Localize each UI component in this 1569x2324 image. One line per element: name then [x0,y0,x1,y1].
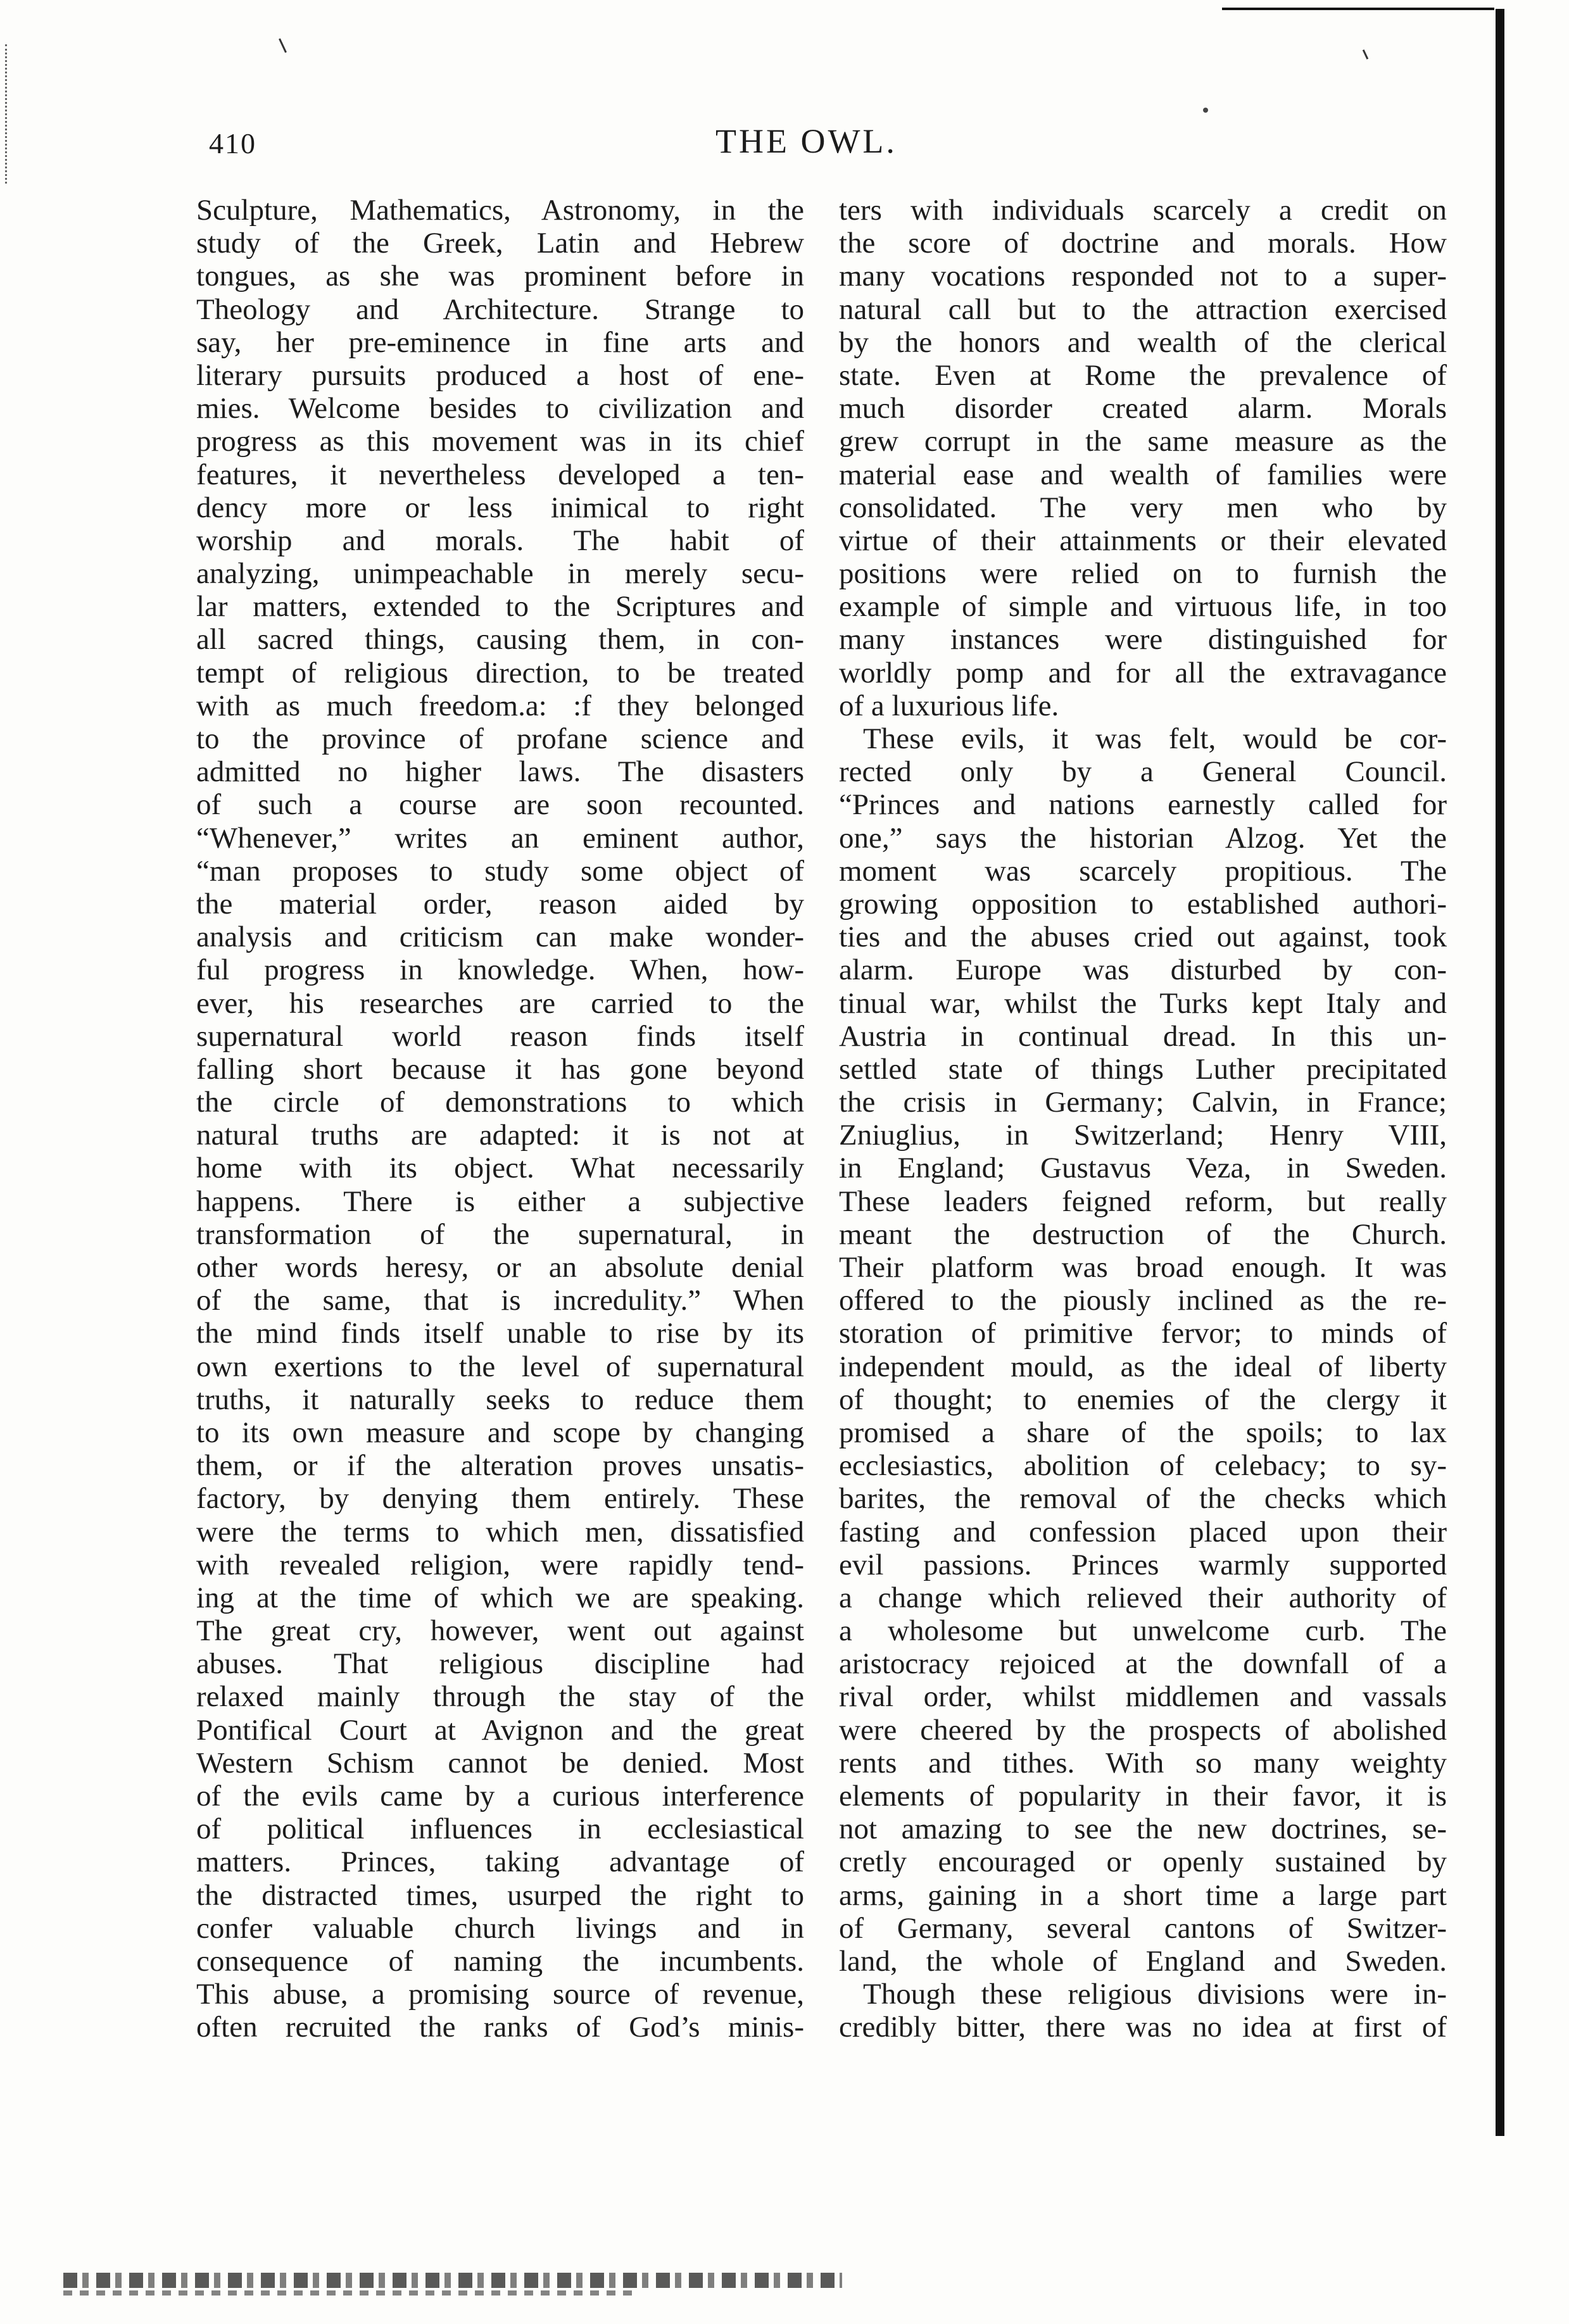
text-line: storation of primitive fervor; to minds of [839,1317,1447,1350]
text-line: of thought; to enemies of the clergy it [839,1383,1447,1416]
text-line: many instances were distinguished for [839,623,1447,656]
text-line: ing at the time of which we are speaking. [196,1581,804,1614]
text-line: a wholesome but unwelcome curb. The [839,1614,1447,1648]
text-line: ever, his researches are carried to the [196,986,804,1020]
text-line: aristocracy rejoiced at the downfall of a [839,1647,1447,1681]
text-line: home with its object. What necessarily [196,1152,804,1185]
text-line: of Germany, several cantons of Switzer- [839,1911,1447,1945]
text-line: with revealed religion, were rapidly tend- [196,1548,804,1581]
text-line: the distracted times, usurped the right to [196,1878,804,1912]
text-line: arms, gaining in a short time a large part [839,1878,1447,1912]
text-line: happens. There is either a subjective [196,1184,804,1218]
text-line: analyzing, unimpeachable in merely secu- [196,557,804,591]
text-line: by the honors and wealth of the clerical [839,325,1447,359]
text-line: a change which relieved their authority of [839,1581,1447,1614]
text-line: evil passions. Princes warmly supported [839,1548,1447,1581]
text-line: Zniuglius, in Switzerland; Henry VIII, [839,1119,1447,1152]
text-line: dency more or less inimical to right [196,491,804,524]
text-line: own exertions to the level of supernatural [196,1350,804,1383]
scan-border-right [1496,9,1504,2136]
text-line: natural call but to the attraction exercised [839,292,1447,326]
text-line: admitted no higher laws. The disasters [196,755,804,789]
text-line: “Whenever,” writes an eminent author, [196,821,804,855]
text-line: often recruited the ranks of God’s minis- [196,2011,804,2044]
scan-speck [1203,108,1208,113]
text-line: many vocations responded not to a super- [839,260,1447,293]
text-line: Though these religious divisions were in- [863,1978,1447,2011]
text-line: the circle of demonstrations to which [196,1086,804,1119]
text-line: were cheered by the prospects of abolished [839,1713,1447,1747]
text-line: positions were relied on to furnish the [839,557,1447,591]
text-line: promised a share of the spoils; to lax [839,1416,1447,1449]
text-line: study of the Greek, Latin and Hebrew [196,227,804,260]
text-line: rected only by a General Council. [839,755,1447,789]
text-line: rents and tithes. With so many weighty [839,1746,1447,1780]
text-line: Pontifical Court at Avignon and the great [196,1713,804,1747]
text-line: “man proposes to study some object of [196,854,804,888]
left-text-column [196,194,804,2220]
text-line: meant the destruction of the Church. [839,1217,1447,1251]
running-title: THE OWL. [715,122,897,160]
text-line: were the terms to which men, dissatisfied [196,1515,804,1548]
text-line: “Princes and nations earnestly called for [839,788,1447,822]
text-line: consolidated. The very men who by [839,491,1447,524]
scan-speck [279,38,287,53]
text-line: fasting and confession placed upon their [839,1515,1447,1548]
text-line: analysis and criticism can make wonder- [196,920,804,954]
text-line: barites, the removal of the checks which [839,1482,1447,1516]
scan-bottom-artifact [63,2273,842,2288]
text-line: Western Schism cannot be denied. Most [196,1746,804,1780]
text-line: to its own measure and scope by changing [196,1416,804,1449]
text-line: cretly encouraged or openly sustained by [839,1845,1447,1879]
text-line: of such a course are soon recounted. [196,788,804,822]
scan-border-top [1222,8,1494,10]
text-line: literary pursuits produced a host of ene- [196,358,804,392]
text-line: ecclesiastics, abolition of celebacy; to sy- [839,1449,1447,1483]
text-line: grew corrupt in the same measure as the [839,425,1447,458]
text-line: them, or if the alteration proves unsatis- [196,1449,804,1483]
text-line: alarm. Europe was disturbed by con- [839,953,1447,987]
text-line: transformation of the supernatural, in [196,1217,804,1251]
text-line: matters. Princes, taking advantage of [196,1845,804,1879]
text-line: material ease and wealth of families were [839,458,1447,491]
text-line: of the same, that is incredulity.” When [196,1284,804,1317]
scan-bottom-artifact [63,2290,633,2296]
text-line: say, her pre-eminence in fine arts and [196,325,804,359]
text-line: This abuse, a promising source of revenue, [196,1978,804,2011]
text-line: growing opposition to established authori- [839,887,1447,920]
page-number: 410 [209,127,256,160]
text-line: state. Even at Rome the prevalence of [839,358,1447,392]
text-line: tempt of religious direction, to be treated [196,656,804,689]
text-line: Austria in continual dread. In this un- [839,1019,1447,1053]
text-line: lar matters, extended to the Scriptures and [196,590,804,624]
text-line: tongues, as she was prominent before in [196,260,804,293]
text-line: the crisis in Germany; Calvin, in France; [839,1086,1447,1119]
text-line: the score of doctrine and morals. How [839,227,1447,260]
text-line: one,” says the historian Alzog. Yet the [839,821,1447,855]
scan-speck [1363,49,1368,60]
text-line: virtue of their attainments or their elevated [839,524,1447,557]
text-line: of a luxurious life. [839,689,1059,722]
text-line: offered to the piously inclined as the re- [839,1284,1447,1317]
text-line: in England; Gustavus Veza, in Sweden. [839,1152,1447,1185]
text-line: not amazing to see the new doctrines, se- [839,1812,1447,1846]
text-line: example of simple and virtuous life, in too [839,590,1447,624]
text-line: Sculpture, Mathematics, Astronomy, in the [196,194,804,227]
text-line: features, it nevertheless developed a ten- [196,458,804,491]
text-line: supernatural world reason finds itself [196,1019,804,1053]
text-line: much disorder created alarm. Morals [839,392,1447,425]
text-line: consequence of naming the incumbents. [196,1944,804,1978]
text-line: relaxed mainly through the stay of the [196,1680,804,1714]
text-line: to the province of profane science and [196,722,804,755]
text-line: Theology and Architecture. Strange to [196,292,804,326]
text-line: settled state of things Luther precipitated [839,1052,1447,1086]
right-text-column [839,194,1447,2220]
scan-edge-mark [5,44,9,184]
text-line: Their platform was broad enough. It was [839,1251,1447,1284]
text-line: worship and morals. The habit of [196,524,804,557]
text-line: all sacred things, causing them, in con- [196,623,804,656]
text-line: credibly bitter, there was no idea at first of [839,2011,1447,2044]
text-line: truths, it naturally seeks to reduce them [196,1383,804,1416]
text-line: rival order, whilst middlemen and vassals [839,1680,1447,1714]
text-line: confer valuable church livings and in [196,1911,804,1945]
text-line: falling short because it has gone beyond [196,1052,804,1086]
text-line: ties and the abuses cried out against, took [839,920,1447,954]
text-line: natural truths are adapted: it is not at [196,1119,804,1152]
text-line: abuses. That religious discipline had [196,1647,804,1681]
text-line: of political influences in ecclesiastical [196,1812,804,1846]
text-line: land, the whole of England and Sweden. [839,1944,1447,1978]
text-line: ters with individuals scarcely a credit on [839,194,1447,227]
text-line: The great cry, however, went out against [196,1614,804,1648]
text-line: with as much freedom.a: :f they belonged [196,689,804,722]
text-line: elements of popularity in their favor, it is [839,1780,1447,1812]
text-line: the mind finds itself unable to rise by its [196,1317,804,1350]
text-line: These evils, it was felt, would be cor- [863,722,1447,755]
text-line: mies. Welcome besides to civilization and [196,392,804,425]
text-line: independent mould, as the ideal of liberty [839,1350,1447,1383]
text-line: factory, by denying them entirely. These [196,1482,804,1516]
text-line: other words heresy, or an absolute denial [196,1251,804,1284]
text-line: worldly pomp and for all the extravagance [839,656,1447,689]
text-line: These leaders feigned reform, but really [839,1184,1447,1218]
text-line: of the evils came by a curious interference [196,1780,804,1812]
text-line: moment was scarcely propitious. The [839,854,1447,888]
text-line: tinual war, whilst the Turks kept Italy and [839,986,1447,1020]
text-line: ful progress in knowledge. When, how- [196,953,804,987]
text-line: progress as this movement was in its chief [196,425,804,458]
text-line: the material order, reason aided by [196,887,804,920]
